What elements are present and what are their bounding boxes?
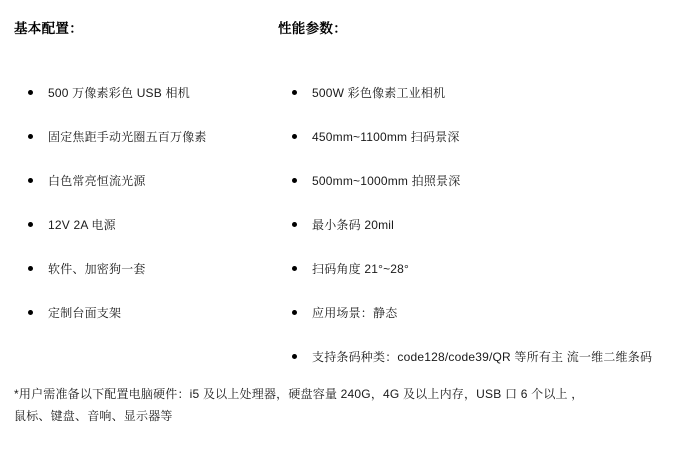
list-item-label: 500mm~1000mm 拍照景深 (312, 173, 461, 188)
performance-parameters-column (278, 0, 678, 392)
footnote-line-2: 鼠标、键盘、音响、显示器等 (14, 409, 173, 424)
list-item-label: 固定焦距手动光圈五百万像素 (48, 129, 207, 144)
list-item-label: 12V 2A 电源 (48, 217, 116, 232)
list-item (278, 172, 678, 216)
list-item (278, 304, 678, 348)
basic-configuration-column (14, 0, 284, 348)
bullet-icon (292, 354, 297, 359)
bullet-icon (28, 310, 33, 315)
list-item (278, 216, 678, 260)
bullet-icon (292, 266, 297, 271)
footnote (14, 383, 674, 427)
list-item-label: 应用场景：静态 (312, 305, 398, 320)
list-item (278, 84, 678, 128)
footnote-line-1: *用户需准备以下配置电脑硬件：i5 及以上处理器，硬盘容量 240G，4G 及以上内存，USB 口 6 个以上 ， (14, 387, 584, 401)
list-item-label: 软件、加密狗一套 (48, 261, 146, 276)
list-item (278, 128, 678, 172)
list-item-label: 最小条码 20mil (312, 217, 395, 232)
performance-parameters-heading: 性能参数： (278, 21, 347, 36)
list-item-label: 白色常亮恒流光源 (48, 173, 146, 188)
list-item (14, 172, 284, 216)
list-item (14, 128, 284, 172)
bullet-icon (28, 266, 33, 271)
bullet-icon (28, 90, 33, 95)
list-item (278, 260, 678, 304)
list-item (14, 84, 284, 128)
list-item (14, 260, 284, 304)
list-item-label: 支持条码种类：code128/code39/QR 等所有主 流一维二维条码 (312, 349, 653, 364)
bullet-icon (28, 178, 33, 183)
list-item-label: 500 万像素彩色 USB 相机 (48, 85, 190, 100)
basic-configuration-heading: 基本配置： (14, 21, 83, 36)
bullet-icon (292, 178, 297, 183)
list-item-label: 扫码角度 21°~28° (312, 261, 410, 276)
performance-parameters-list (278, 84, 678, 392)
bullet-icon (292, 310, 297, 315)
bullet-icon (292, 90, 297, 95)
list-item (14, 216, 284, 260)
list-item-label: 定制台面支架 (48, 305, 122, 320)
list-item-label: 450mm~1100mm 扫码景深 (312, 129, 460, 144)
bullet-icon (292, 134, 297, 139)
bullet-icon (28, 134, 33, 139)
list-item (14, 304, 284, 348)
bullet-icon (28, 222, 33, 227)
list-item-label: 500W 彩色像素工业相机 (312, 85, 446, 100)
bullet-icon (292, 222, 297, 227)
basic-configuration-list (14, 84, 284, 348)
